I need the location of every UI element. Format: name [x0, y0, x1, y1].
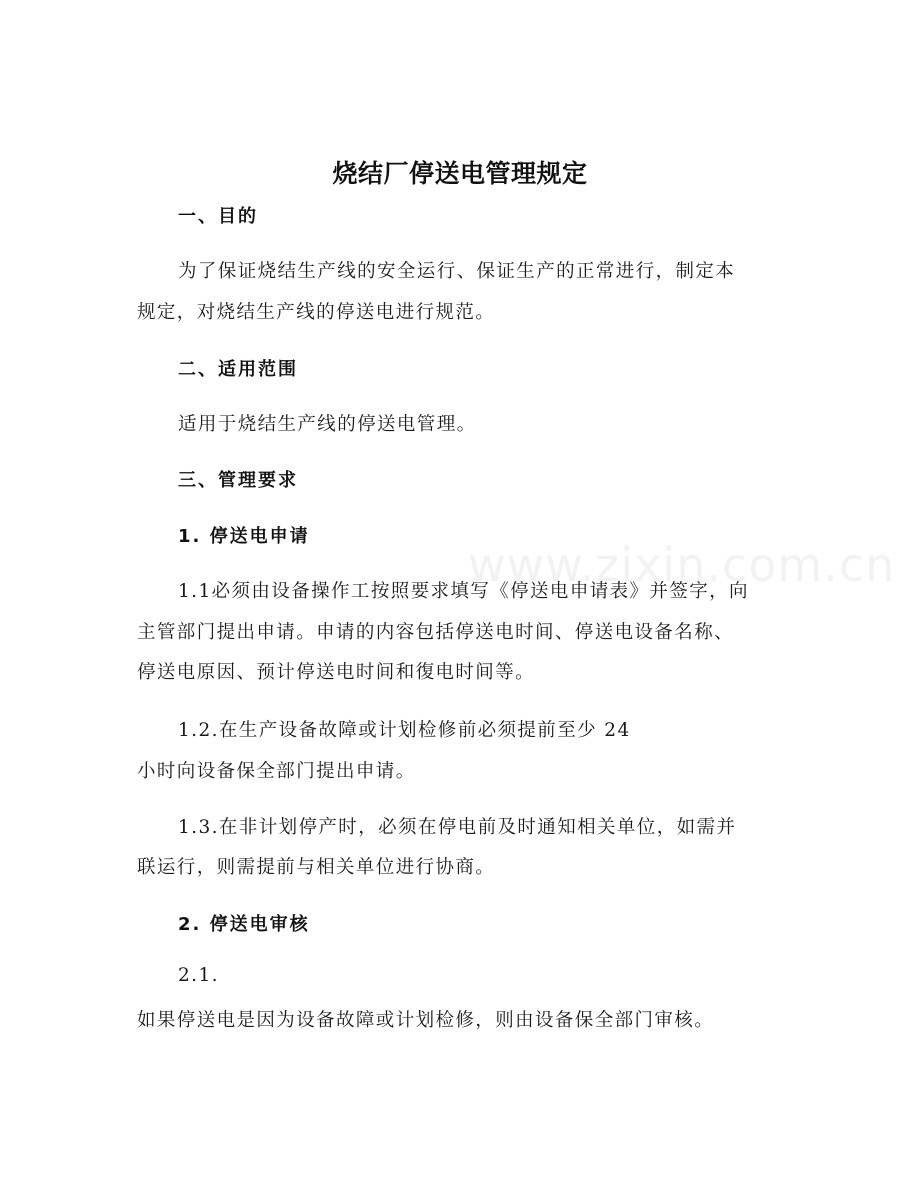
- paragraph-line: 1.1必须由设备操作工按照要求填写《停送电申请表》并签字，向: [178, 581, 749, 602]
- paragraph-line: 联运行，则需提前与相关单位进行协商。: [137, 857, 496, 878]
- paragraph-line: 如果停送电是因为设备故障或计划检修，则由设备保全部门审核。: [137, 1010, 715, 1031]
- section-heading-requirements: 三、管理要求: [178, 470, 298, 491]
- subsection-heading-application: 1. 停送电申请: [178, 526, 310, 547]
- document-title: 烧结厂停送电管理规定: [332, 159, 588, 188]
- subsection-heading-review: 2. 停送电审核: [178, 914, 310, 935]
- paragraph-line: 为了保证烧结生产线的安全运行、保证生产的正常进行，制定本: [178, 261, 736, 282]
- section-heading-scope: 二、适用范围: [178, 359, 298, 380]
- paragraph-line: 1.2.在生产设备故障或计划检修前必须提前至少 24: [178, 720, 631, 741]
- paragraph-line: 适用于烧结生产线的停送电管理。: [178, 414, 477, 435]
- paragraph-line: 停送电原因、预计停送电时间和復电时间等。: [137, 662, 536, 683]
- paragraph-line: 小时向设备保全部门提出申请。: [137, 761, 416, 782]
- paragraph-line: 主管部门提出申请。申请的内容包括停送电时间、停送电设备名称、: [137, 622, 735, 643]
- paragraph-line: 规定，对烧结生产线的停送电进行规范。: [137, 302, 496, 323]
- section-heading-purpose: 一、目的: [178, 206, 258, 227]
- paragraph-line: 1.3.在非计划停产时，必须在停电前及时通知相关单位，如需并: [178, 817, 737, 838]
- paragraph-line: 2.1.: [178, 965, 219, 986]
- watermark: www.zixin.com.cn: [468, 538, 896, 592]
